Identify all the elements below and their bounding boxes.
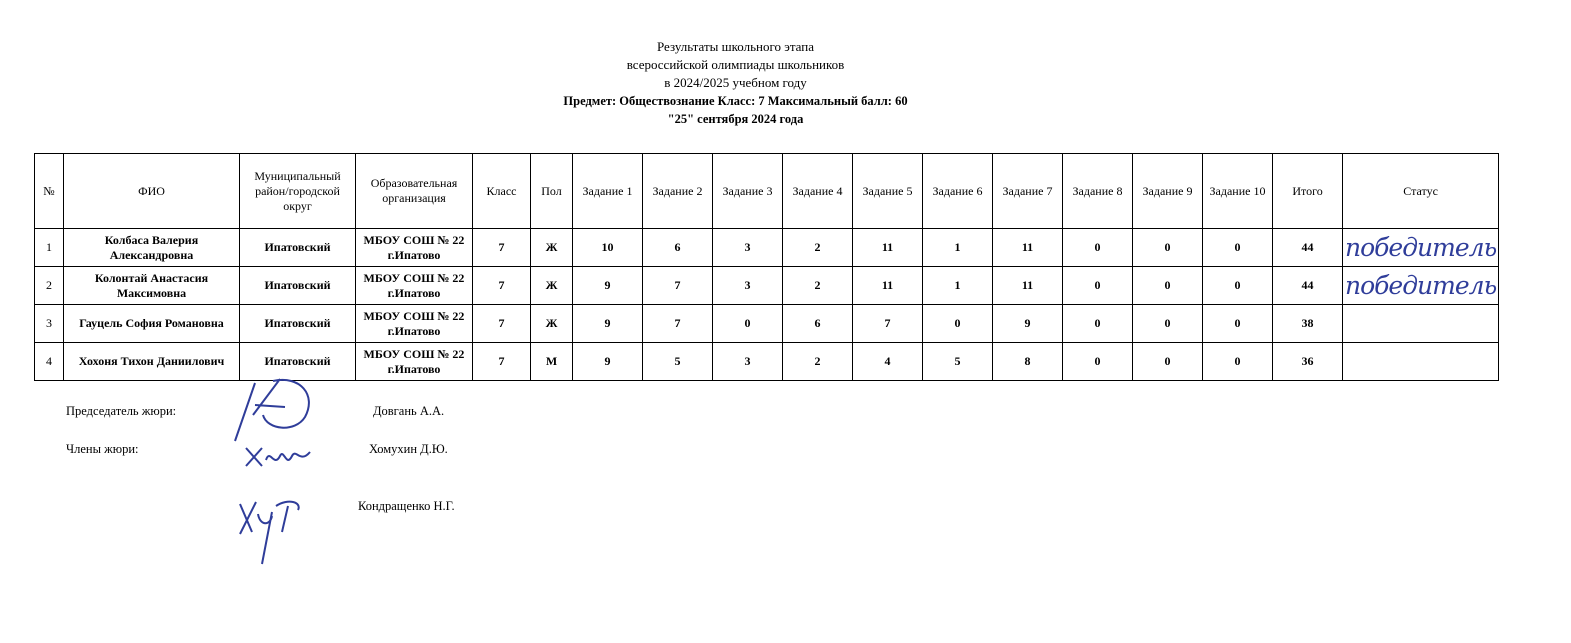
column-header: Образовательная организация xyxy=(356,154,473,229)
score-cell: 9 xyxy=(573,267,643,305)
subject-line: Предмет: Обществознание Класс: 7 Максимальный балл: 60 xyxy=(563,94,908,108)
title-line-3: в 2024/2025 учебном году xyxy=(664,75,807,90)
total-cell: 36 xyxy=(1273,343,1343,381)
score-cell: 0 xyxy=(1063,229,1133,267)
signature-member-2-icon xyxy=(232,492,312,572)
grade-cell: 7 xyxy=(473,343,531,381)
member-2-name: Кондращенко Н.Г. xyxy=(358,499,455,513)
column-header: Пол xyxy=(531,154,573,229)
table-body xyxy=(35,229,1499,381)
score-cell: 0 xyxy=(713,305,783,343)
score-cell: 0 xyxy=(1133,267,1203,305)
chair-name: Довгань А.А. xyxy=(373,404,445,418)
organization-cell: МБОУ СОШ № 22 г.Ипатово xyxy=(356,229,473,267)
column-header: Задание 2 xyxy=(643,154,713,229)
score-cell: 2 xyxy=(783,267,853,305)
column-header: Задание 10 xyxy=(1203,154,1273,229)
score-cell: 7 xyxy=(643,267,713,305)
table-row xyxy=(35,267,1499,305)
district-cell: Ипатовский xyxy=(240,305,356,343)
score-cell: 0 xyxy=(1203,305,1273,343)
results-table xyxy=(34,153,1499,381)
status-cell xyxy=(1343,343,1499,381)
name-cell: Колбаса Валерия Александровна xyxy=(64,229,240,267)
score-cell: 0 xyxy=(923,305,993,343)
name-cell: Гауцель София Романовна xyxy=(64,305,240,343)
title-line-1: Результаты школьного этапа xyxy=(656,39,814,54)
score-cell: 2 xyxy=(783,229,853,267)
score-cell: 3 xyxy=(713,343,783,381)
signature-chair-icon xyxy=(225,375,325,445)
grade-cell: 7 xyxy=(473,305,531,343)
total-cell: 38 xyxy=(1273,305,1343,343)
name-cell: Хохоня Тихон Даниилович xyxy=(64,343,240,381)
gender-cell: Ж xyxy=(531,267,573,305)
column-header: Класс xyxy=(473,154,531,229)
district-cell: Ипатовский xyxy=(240,343,356,381)
district-cell: Ипатовский xyxy=(240,229,356,267)
column-header: Статус xyxy=(1343,154,1499,229)
score-cell: 0 xyxy=(1203,267,1273,305)
title-line-2: всероссийской олимпиады школьников xyxy=(626,57,845,72)
score-cell: 3 xyxy=(713,229,783,267)
total-cell: 44 xyxy=(1273,267,1343,305)
column-header: Задание 8 xyxy=(1063,154,1133,229)
gender-cell: Ж xyxy=(531,305,573,343)
score-cell: 0 xyxy=(1203,229,1273,267)
score-cell: 0 xyxy=(1063,343,1133,381)
score-cell: 11 xyxy=(993,229,1063,267)
grade-cell: 7 xyxy=(473,267,531,305)
score-cell: 1 xyxy=(923,229,993,267)
score-cell: 0 xyxy=(1133,343,1203,381)
row-number-cell: 1 xyxy=(35,229,64,267)
table-row xyxy=(35,305,1499,343)
row-number-cell: 4 xyxy=(35,343,64,381)
organization-cell: МБОУ СОШ № 22 г.Ипатово xyxy=(356,343,473,381)
score-cell: 11 xyxy=(853,229,923,267)
organization-cell: МБОУ СОШ № 22 г.Ипатово xyxy=(356,305,473,343)
column-header: ФИО xyxy=(64,154,240,229)
score-cell: 2 xyxy=(783,343,853,381)
organization-cell: МБОУ СОШ № 22 г.Ипатово xyxy=(356,267,473,305)
score-cell: 9 xyxy=(573,343,643,381)
status-cell: победитель xyxy=(1343,229,1499,267)
score-cell: 7 xyxy=(643,305,713,343)
column-header: Задание 5 xyxy=(853,154,923,229)
score-cell: 7 xyxy=(853,305,923,343)
row-number-cell: 2 xyxy=(35,267,64,305)
column-header: Итого xyxy=(1273,154,1343,229)
score-cell: 1 xyxy=(923,267,993,305)
total-cell: 44 xyxy=(1273,229,1343,267)
score-cell: 0 xyxy=(1063,305,1133,343)
row-number-cell: 3 xyxy=(35,305,64,343)
column-header: Задание 6 xyxy=(923,154,993,229)
score-cell: 8 xyxy=(993,343,1063,381)
score-cell: 9 xyxy=(993,305,1063,343)
status-cell xyxy=(1343,305,1499,343)
score-cell: 0 xyxy=(1133,229,1203,267)
score-cell: 6 xyxy=(783,305,853,343)
score-cell: 0 xyxy=(1063,267,1133,305)
table-row xyxy=(35,229,1499,267)
score-cell: 10 xyxy=(573,229,643,267)
grade-cell: 7 xyxy=(473,229,531,267)
gender-cell: Ж xyxy=(531,229,573,267)
column-header: Задание 1 xyxy=(573,154,643,229)
members-label: Члены жюри: xyxy=(66,442,139,456)
score-cell: 0 xyxy=(1133,305,1203,343)
score-cell: 6 xyxy=(643,229,713,267)
column-header: Задание 7 xyxy=(993,154,1063,229)
score-cell: 5 xyxy=(923,343,993,381)
status-cell: победитель xyxy=(1343,267,1499,305)
table-header-row xyxy=(35,154,1499,229)
gender-cell: М xyxy=(531,343,573,381)
column-header: Задание 9 xyxy=(1133,154,1203,229)
column-header: Задание 3 xyxy=(713,154,783,229)
column-header: Задание 4 xyxy=(783,154,853,229)
name-cell: Колонтай Анастасия Максимовна xyxy=(64,267,240,305)
document-header xyxy=(0,38,1471,128)
member-1-name: Хомухин Д.Ю. xyxy=(369,442,448,456)
signature-member-1-icon xyxy=(240,440,320,470)
date-line: "25" сентября 2024 года xyxy=(667,112,804,126)
chair-label: Председатель жюри: xyxy=(66,404,177,418)
score-cell: 4 xyxy=(853,343,923,381)
score-cell: 0 xyxy=(1203,343,1273,381)
score-cell: 11 xyxy=(853,267,923,305)
score-cell: 3 xyxy=(713,267,783,305)
score-cell: 11 xyxy=(993,267,1063,305)
score-cell: 9 xyxy=(573,305,643,343)
column-header: Муниципальный район/городской округ xyxy=(240,154,356,229)
district-cell: Ипатовский xyxy=(240,267,356,305)
column-header: № xyxy=(35,154,64,229)
score-cell: 5 xyxy=(643,343,713,381)
